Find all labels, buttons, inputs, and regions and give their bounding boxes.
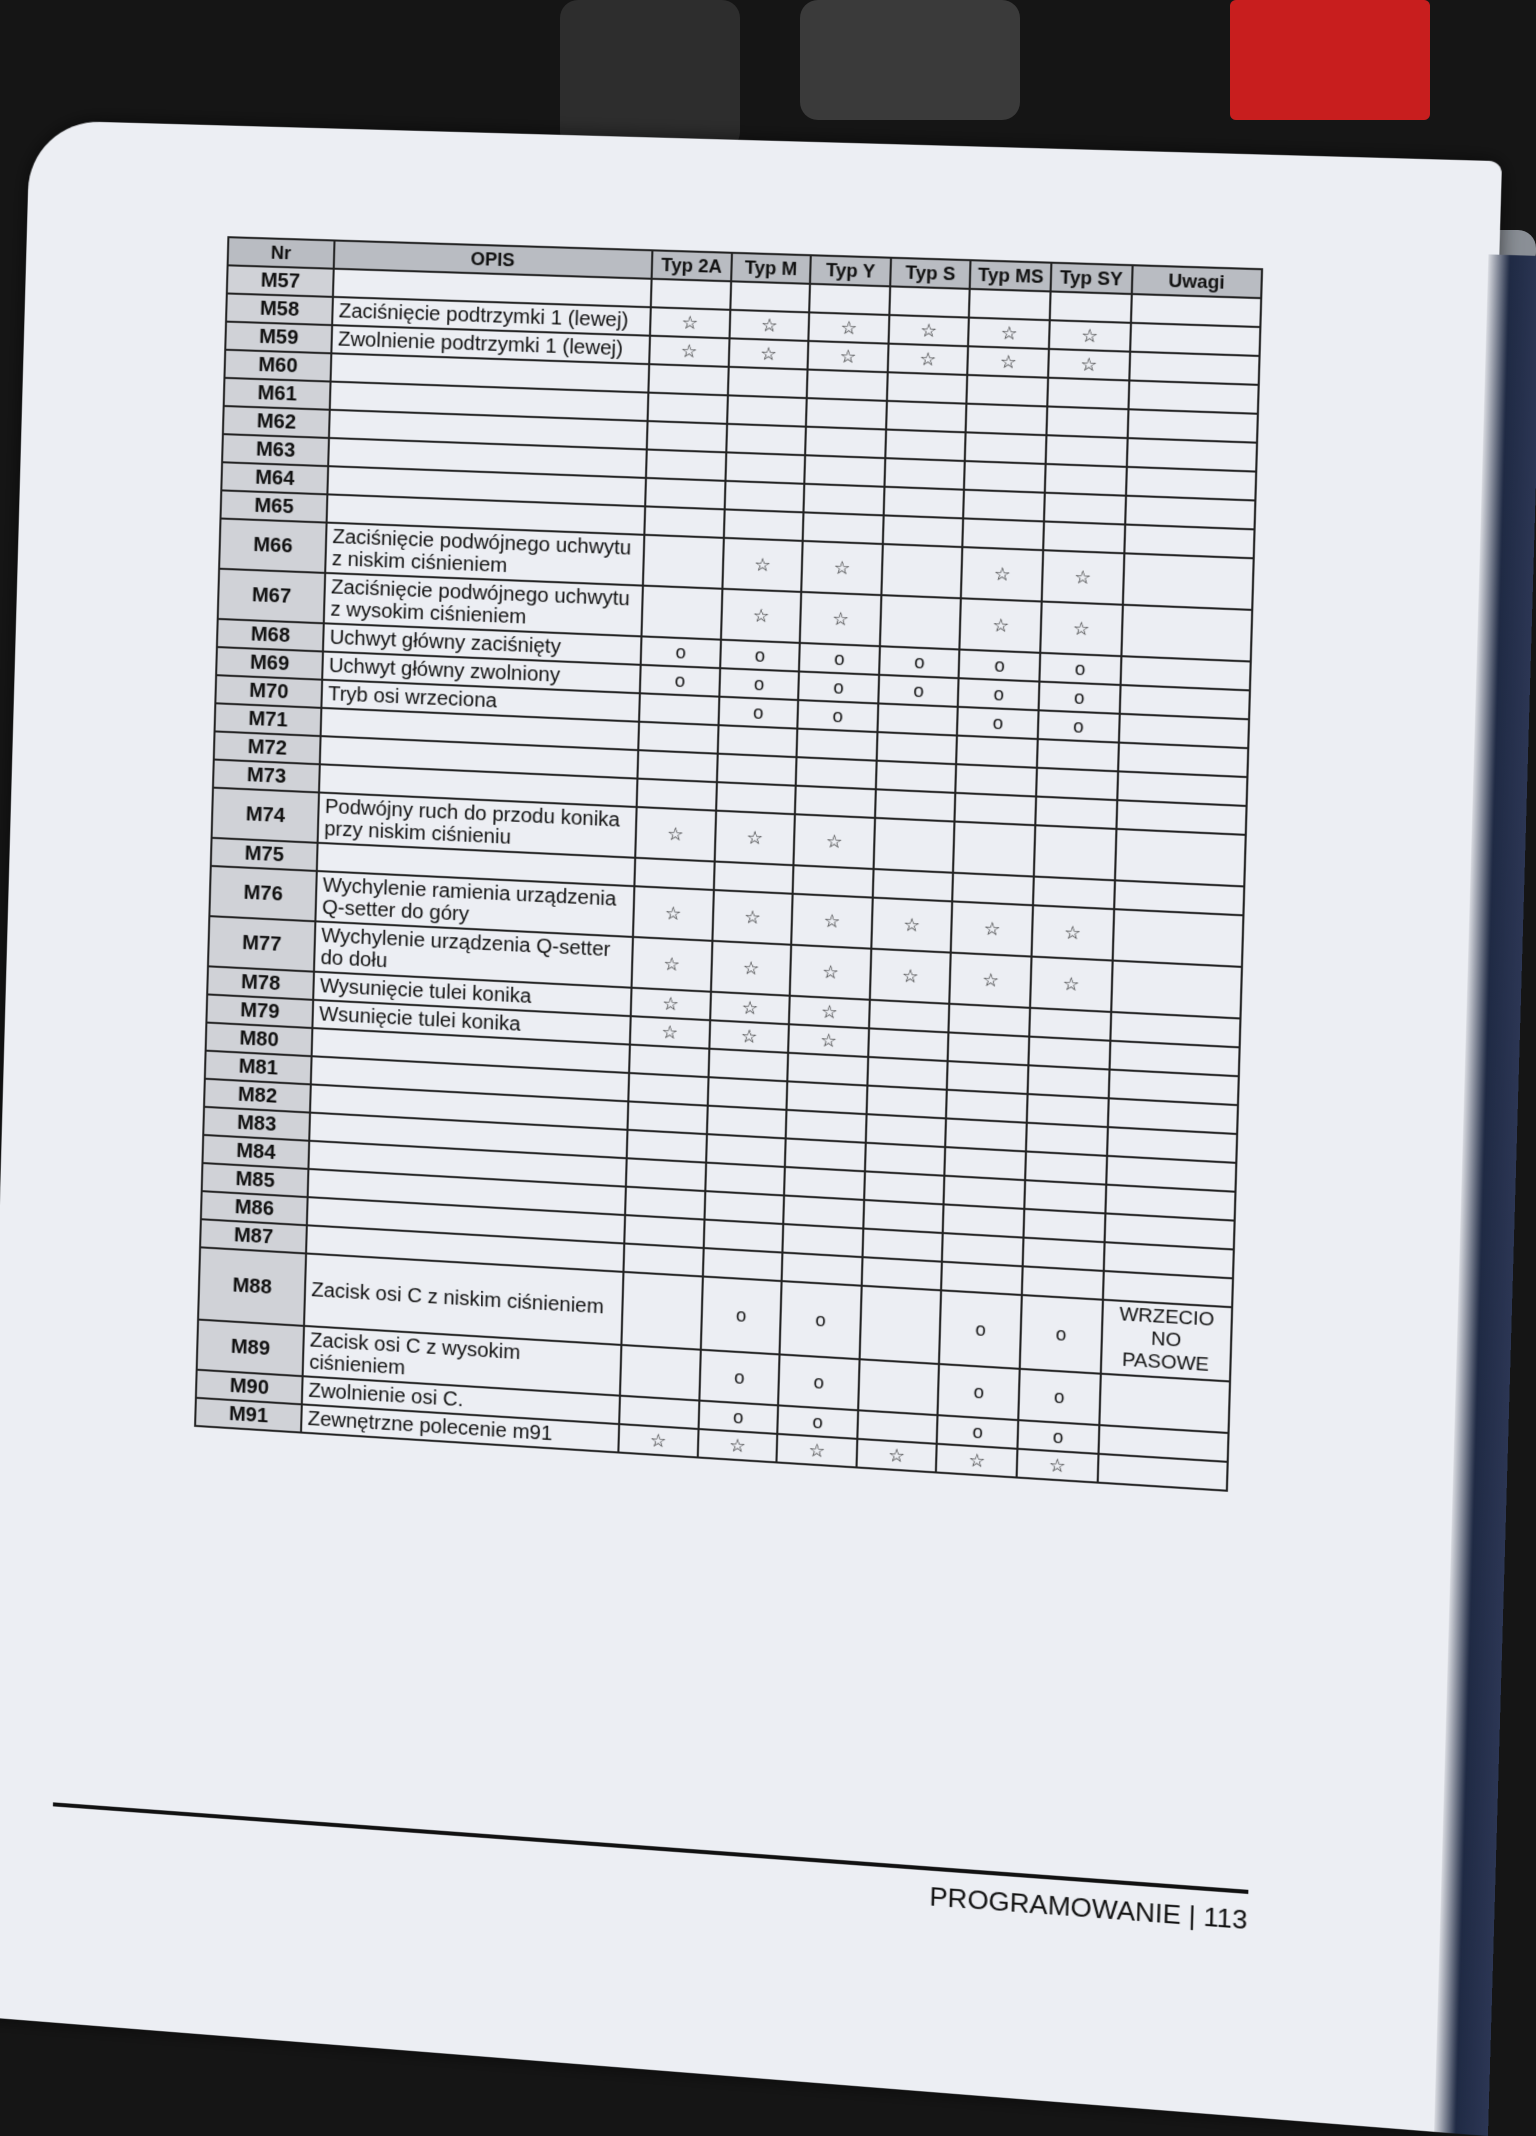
type-marker-cell — [953, 822, 1035, 877]
column-header: Typ Y — [810, 255, 891, 286]
type-marker-cell — [1037, 739, 1119, 771]
type-marker-cell: ☆ — [950, 953, 1032, 1008]
code-cell: M67 — [218, 569, 326, 624]
type-marker-cell: o — [641, 636, 721, 668]
type-marker-cell: ☆ — [710, 992, 790, 1025]
type-marker-cell — [1034, 825, 1116, 880]
type-marker-cell: ☆ — [633, 886, 713, 941]
type-marker-cell — [1025, 1151, 1106, 1184]
type-marker-cell — [868, 1028, 949, 1061]
type-marker-cell — [1023, 1238, 1104, 1271]
type-marker-cell — [1027, 1094, 1109, 1127]
type-marker-cell: ☆ — [1042, 550, 1124, 605]
description-cell: Zwolnienie podtrzymki 1 (lewej) — [332, 325, 651, 364]
type-marker-cell — [647, 421, 727, 452]
type-marker-cell — [876, 732, 957, 764]
code-cell: M88 — [198, 1247, 306, 1326]
type-marker-cell: o — [878, 675, 959, 707]
type-marker-cell — [704, 1191, 784, 1224]
remarks-cell — [1111, 961, 1242, 1019]
type-marker-cell — [730, 281, 810, 312]
type-marker-cell — [873, 869, 954, 901]
type-marker-cell: o — [778, 1405, 858, 1438]
type-marker-cell — [1036, 768, 1118, 800]
type-marker-cell: ☆ — [650, 307, 730, 338]
type-marker-cell: ☆ — [697, 1429, 777, 1462]
remarks-cell — [1127, 409, 1258, 442]
type-marker-cell — [956, 764, 1037, 796]
type-marker-cell — [859, 1286, 941, 1364]
type-marker-cell — [788, 1053, 868, 1086]
type-marker-cell: ☆ — [961, 547, 1043, 601]
type-marker-cell — [620, 1345, 700, 1401]
m-codes-table — [194, 236, 1263, 1492]
type-marker-cell — [873, 818, 954, 873]
type-marker-cell — [626, 1158, 706, 1191]
type-marker-cell: o — [780, 1281, 862, 1359]
type-marker-cell: ☆ — [632, 937, 712, 992]
type-marker-cell — [967, 375, 1048, 406]
type-marker-cell: ☆ — [1040, 602, 1122, 657]
type-marker-cell: o — [718, 697, 798, 729]
type-marker-cell — [651, 279, 731, 310]
type-marker-cell: o — [778, 1354, 859, 1410]
type-marker-cell — [804, 484, 885, 516]
description-cell: Uchwyt główny zaciśnięty — [323, 623, 641, 665]
type-marker-cell: o — [1039, 682, 1121, 714]
code-cell: M79 — [206, 994, 313, 1028]
code-cell: M59 — [225, 322, 332, 354]
type-marker-cell — [883, 487, 964, 519]
type-marker-cell — [965, 432, 1046, 464]
type-marker-cell — [622, 1272, 703, 1350]
type-marker-cell — [785, 1138, 865, 1171]
remarks-cell — [1126, 438, 1257, 472]
code-cell: M91 — [195, 1398, 302, 1433]
column-header: Typ SY — [1051, 263, 1133, 294]
type-marker-cell — [714, 861, 794, 893]
type-marker-cell — [948, 1032, 1029, 1065]
type-marker-cell — [966, 404, 1047, 436]
type-marker-cell: ☆ — [790, 945, 871, 1000]
type-marker-cell — [864, 1171, 945, 1204]
type-marker-cell: ☆ — [809, 312, 890, 343]
type-marker-cell — [949, 1004, 1030, 1037]
description-cell: Uchwyt główny zwolniony — [322, 652, 640, 694]
type-marker-cell — [648, 364, 728, 395]
type-marker-cell — [887, 372, 968, 403]
code-cell: M89 — [197, 1320, 305, 1377]
description-cell: Wsunięcie tulei konika — [313, 1000, 631, 1045]
type-marker-cell — [646, 449, 726, 480]
type-marker-cell — [1047, 378, 1129, 410]
column-header: Typ M — [731, 253, 811, 284]
type-marker-cell — [964, 490, 1045, 522]
type-marker-cell: ☆ — [951, 901, 1033, 956]
type-marker-cell — [806, 398, 887, 429]
type-marker-cell — [881, 544, 963, 598]
code-cell: M82 — [204, 1079, 311, 1113]
type-marker-cell: ☆ — [788, 1024, 868, 1057]
code-cell: M81 — [205, 1051, 312, 1085]
code-cell: M74 — [212, 788, 320, 843]
type-marker-cell — [1033, 877, 1115, 910]
type-marker-cell: o — [958, 678, 1039, 710]
type-marker-cell: ☆ — [721, 589, 802, 643]
type-marker-cell — [886, 401, 967, 432]
code-cell: M90 — [196, 1370, 303, 1405]
code-cell: M75 — [211, 838, 318, 871]
type-marker-cell — [787, 1081, 867, 1114]
type-marker-cell — [708, 1049, 788, 1082]
type-marker-cell — [1045, 464, 1127, 496]
type-marker-cell: o — [798, 700, 879, 732]
code-cell: M69 — [216, 647, 323, 680]
type-marker-cell — [796, 757, 877, 789]
code-cell: M86 — [201, 1191, 308, 1225]
type-marker-cell — [724, 481, 804, 513]
type-marker-cell — [717, 754, 797, 786]
type-marker-cell: ☆ — [630, 1016, 710, 1049]
code-cell: M73 — [213, 760, 320, 793]
type-marker-cell — [637, 779, 717, 811]
description-cell: Zewnętrzne polecenie m91 — [301, 1404, 619, 1452]
type-marker-cell — [957, 736, 1038, 768]
type-marker-cell — [803, 512, 884, 544]
type-marker-cell — [863, 1200, 944, 1233]
type-marker-cell: o — [1020, 1295, 1103, 1374]
code-cell: M76 — [209, 866, 317, 921]
type-marker-cell — [883, 515, 964, 547]
footer-rule — [53, 1802, 1248, 1894]
type-marker-cell — [705, 1163, 785, 1196]
type-marker-cell: o — [700, 1276, 781, 1354]
type-marker-cell: ☆ — [960, 598, 1042, 653]
type-marker-cell: ☆ — [631, 988, 711, 1020]
type-marker-cell — [703, 1248, 783, 1281]
type-marker-cell: o — [698, 1401, 778, 1434]
type-marker-cell — [784, 1195, 864, 1228]
type-marker-cell — [628, 1101, 708, 1134]
description-cell: Tryb osi wrzeciona — [322, 680, 640, 722]
type-marker-cell — [964, 461, 1045, 493]
code-cell: M63 — [222, 434, 329, 466]
page-footer: PROGRAMOWANIE | 113 — [929, 1880, 1248, 1936]
type-marker-cell — [885, 430, 966, 462]
type-marker-cell: ☆ — [870, 949, 951, 1004]
type-marker-cell — [889, 286, 970, 317]
type-marker-cell — [866, 1114, 947, 1147]
type-marker-cell: o — [1018, 1369, 1100, 1425]
type-marker-cell — [944, 1176, 1025, 1209]
type-marker-cell — [726, 424, 806, 455]
remarks-cell — [1121, 605, 1252, 662]
column-header: Typ S — [890, 258, 971, 289]
description-cell: Wychylenie urządzenia Q-setter do dołu — [314, 921, 633, 987]
type-marker-cell: ☆ — [1017, 1449, 1098, 1483]
type-marker-cell — [807, 370, 888, 401]
description-cell: Zaciśnięcie podtrzymki 1 (lewej) — [332, 297, 651, 336]
type-marker-cell: o — [719, 668, 799, 700]
type-marker-cell: ☆ — [1049, 320, 1131, 351]
type-marker-cell — [644, 506, 724, 537]
type-marker-cell: o — [640, 665, 720, 697]
type-marker-cell — [724, 509, 804, 541]
type-marker-cell: o — [879, 646, 960, 678]
description-cell: Zacisk osi C z wysokim ciśnieniem — [303, 1326, 622, 1396]
type-marker-cell — [635, 858, 715, 890]
description-cell: Zaciśnięcie podwójnego uchwytu z niskim ciśnieniem — [325, 523, 644, 586]
type-marker-cell: o — [939, 1290, 1021, 1368]
type-marker-cell — [638, 722, 718, 754]
code-cell: M83 — [203, 1107, 310, 1141]
type-marker-cell — [945, 1147, 1026, 1180]
type-marker-cell — [943, 1204, 1024, 1237]
type-marker-cell — [628, 1073, 708, 1106]
type-marker-cell: ☆ — [888, 344, 969, 375]
type-marker-cell — [703, 1220, 783, 1253]
type-marker-cell — [969, 289, 1050, 320]
type-marker-cell — [624, 1215, 704, 1248]
remarks-cell — [1115, 829, 1246, 887]
code-cell: M62 — [223, 406, 330, 438]
type-marker-cell — [706, 1134, 786, 1167]
code-cell: M57 — [227, 265, 334, 297]
type-marker-cell: ☆ — [1048, 349, 1130, 380]
type-marker-cell — [793, 865, 874, 897]
background-tool — [800, 0, 1020, 120]
type-marker-cell: ☆ — [791, 894, 872, 949]
type-marker-cell: ☆ — [709, 1020, 789, 1053]
type-marker-cell — [1026, 1123, 1108, 1156]
code-cell: M65 — [221, 490, 328, 522]
type-marker-cell: ☆ — [856, 1439, 937, 1473]
type-marker-cell — [648, 393, 728, 424]
type-marker-cell — [717, 725, 797, 757]
type-marker-cell — [942, 1262, 1023, 1295]
type-marker-cell — [639, 693, 719, 725]
type-marker-cell: ☆ — [714, 811, 795, 866]
book-edge — [1434, 254, 1536, 2136]
type-marker-cell: o — [938, 1364, 1020, 1420]
type-marker-cell — [1029, 1008, 1111, 1041]
type-marker-cell — [866, 1086, 947, 1119]
remarks-cell — [1122, 553, 1253, 610]
code-cell: M87 — [200, 1219, 307, 1253]
type-marker-cell — [1046, 406, 1128, 438]
type-marker-cell: o — [959, 650, 1040, 682]
type-marker-cell — [869, 1000, 950, 1033]
remarks-cell — [1099, 1374, 1230, 1433]
type-marker-cell — [795, 786, 876, 818]
type-marker-cell — [629, 1045, 709, 1078]
type-marker-cell — [942, 1233, 1023, 1266]
type-marker-cell — [1043, 521, 1125, 553]
description-cell: Zacisk osi C z niskim ciśnieniem — [304, 1253, 623, 1344]
table-body — [195, 265, 1261, 1490]
type-marker-cell — [946, 1118, 1027, 1151]
type-marker-cell — [946, 1090, 1027, 1123]
document-page — [0, 120, 1502, 2133]
type-marker-cell: ☆ — [635, 807, 715, 861]
type-marker-cell — [707, 1106, 787, 1139]
column-header: OPIS — [334, 240, 653, 278]
type-marker-cell — [624, 1243, 704, 1276]
type-marker-cell: ☆ — [618, 1424, 698, 1457]
type-marker-cell — [645, 478, 725, 509]
type-marker-cell: o — [1039, 653, 1121, 685]
type-marker-cell — [858, 1359, 939, 1415]
remarks-cell — [1128, 380, 1259, 413]
type-marker-cell — [809, 284, 890, 315]
type-marker-cell — [953, 873, 1034, 906]
type-marker-cell — [1035, 796, 1117, 828]
type-marker-cell — [786, 1110, 866, 1143]
type-marker-cell — [784, 1167, 864, 1200]
type-marker-cell: ☆ — [649, 336, 729, 367]
description-cell: Wychylenie ramienia urządzenia Q-setter do góry — [316, 871, 635, 937]
type-marker-cell: ☆ — [728, 338, 808, 369]
type-marker-cell — [1046, 435, 1128, 467]
type-marker-cell — [877, 703, 958, 735]
type-marker-cell — [1044, 493, 1126, 525]
type-marker-cell — [625, 1187, 705, 1220]
column-header: Uwagi — [1131, 265, 1262, 298]
description-cell: Podwójny ruch do przodu konika przy niskim ciśnieniu — [318, 792, 637, 857]
code-cell: M64 — [221, 462, 328, 494]
code-cell: M58 — [226, 293, 333, 325]
type-marker-cell: o — [1038, 710, 1120, 742]
remarks-cell — [1129, 352, 1260, 385]
type-marker-cell — [1024, 1180, 1105, 1213]
type-marker-cell: ☆ — [968, 318, 1049, 349]
code-cell: M77 — [208, 916, 316, 972]
type-marker-cell — [725, 452, 805, 483]
type-marker-cell — [707, 1077, 787, 1110]
type-marker-cell: ☆ — [789, 996, 869, 1029]
type-marker-cell — [947, 1061, 1028, 1094]
type-marker-cell — [1028, 1037, 1110, 1070]
type-marker-cell: o — [957, 707, 1038, 739]
type-marker-cell — [1023, 1209, 1104, 1242]
code-cell: M84 — [202, 1135, 309, 1169]
type-marker-cell — [963, 518, 1044, 550]
type-marker-cell — [862, 1229, 943, 1262]
type-marker-cell — [955, 793, 1036, 825]
type-marker-cell — [627, 1130, 707, 1163]
remarks-cell — [1112, 909, 1243, 967]
description-cell: Wysunięcie tulei konika — [313, 972, 631, 1016]
type-marker-cell: ☆ — [722, 538, 803, 592]
type-marker-cell — [1028, 1065, 1110, 1098]
type-marker-cell: o — [699, 1350, 780, 1406]
code-cell: M68 — [217, 619, 324, 652]
remarks-cell — [1130, 323, 1261, 356]
type-marker-cell: ☆ — [968, 346, 1049, 377]
remarks-cell — [1131, 294, 1262, 327]
type-marker-cell — [783, 1224, 863, 1257]
type-marker-cell — [865, 1143, 946, 1176]
code-cell: M71 — [215, 703, 322, 736]
description-cell: Zaciśnięcie podwójnego uchwytu z wysokim ciśnieniem — [324, 573, 643, 636]
remarks-cell: WRZECIO NO PASOWE — [1100, 1300, 1232, 1382]
code-cell: M72 — [214, 731, 321, 764]
type-marker-cell: o — [720, 640, 800, 672]
code-cell: M78 — [207, 966, 314, 1000]
type-marker-cell — [875, 789, 956, 821]
type-marker-cell — [867, 1057, 948, 1090]
type-marker-cell: ☆ — [808, 341, 889, 372]
type-marker-cell: ☆ — [712, 890, 793, 945]
type-marker-cell — [797, 729, 878, 761]
type-marker-cell — [884, 458, 965, 490]
code-cell: M60 — [224, 350, 331, 382]
type-marker-cell: ☆ — [729, 310, 809, 341]
type-marker-cell — [716, 782, 796, 814]
column-header: Nr — [228, 237, 335, 269]
background-tool — [560, 0, 740, 150]
code-cell: M66 — [219, 518, 327, 572]
type-marker-cell: ☆ — [888, 315, 969, 346]
type-marker-cell: ☆ — [794, 814, 875, 869]
type-marker-cell: ☆ — [871, 898, 952, 953]
type-marker-cell: o — [937, 1415, 1018, 1449]
type-marker-cell: ☆ — [777, 1434, 857, 1468]
column-header: Typ 2A — [652, 250, 732, 281]
type-marker-cell: ☆ — [800, 592, 881, 646]
type-marker-cell — [805, 427, 886, 458]
type-marker-cell: ☆ — [936, 1444, 1017, 1478]
type-marker-cell — [642, 586, 723, 640]
type-marker-cell — [782, 1253, 862, 1286]
type-marker-cell: o — [1017, 1420, 1098, 1454]
code-cell: M85 — [202, 1163, 309, 1197]
type-marker-cell: ☆ — [801, 541, 882, 595]
code-cell: M61 — [224, 378, 331, 410]
description-cell: Zwolnienie osi C. — [302, 1376, 620, 1424]
background-red-object — [1230, 0, 1430, 120]
type-marker-cell — [805, 455, 886, 487]
type-marker-cell — [880, 595, 962, 649]
type-marker-cell: o — [798, 671, 879, 703]
code-cell: M80 — [206, 1023, 313, 1057]
type-marker-cell: ☆ — [1030, 957, 1112, 1012]
type-marker-cell: o — [799, 643, 880, 675]
type-marker-cell — [862, 1257, 943, 1290]
column-header: Typ MS — [970, 260, 1051, 291]
type-marker-cell — [876, 761, 957, 793]
type-marker-cell — [728, 367, 808, 398]
type-marker-cell: ☆ — [1032, 905, 1114, 960]
type-marker-cell — [727, 395, 807, 426]
type-marker-cell — [1050, 291, 1132, 322]
type-marker-cell — [1022, 1266, 1103, 1299]
type-marker-cell — [638, 750, 718, 782]
code-cell: M70 — [215, 675, 322, 708]
type-marker-cell: ☆ — [711, 941, 792, 996]
type-marker-cell — [643, 535, 724, 589]
